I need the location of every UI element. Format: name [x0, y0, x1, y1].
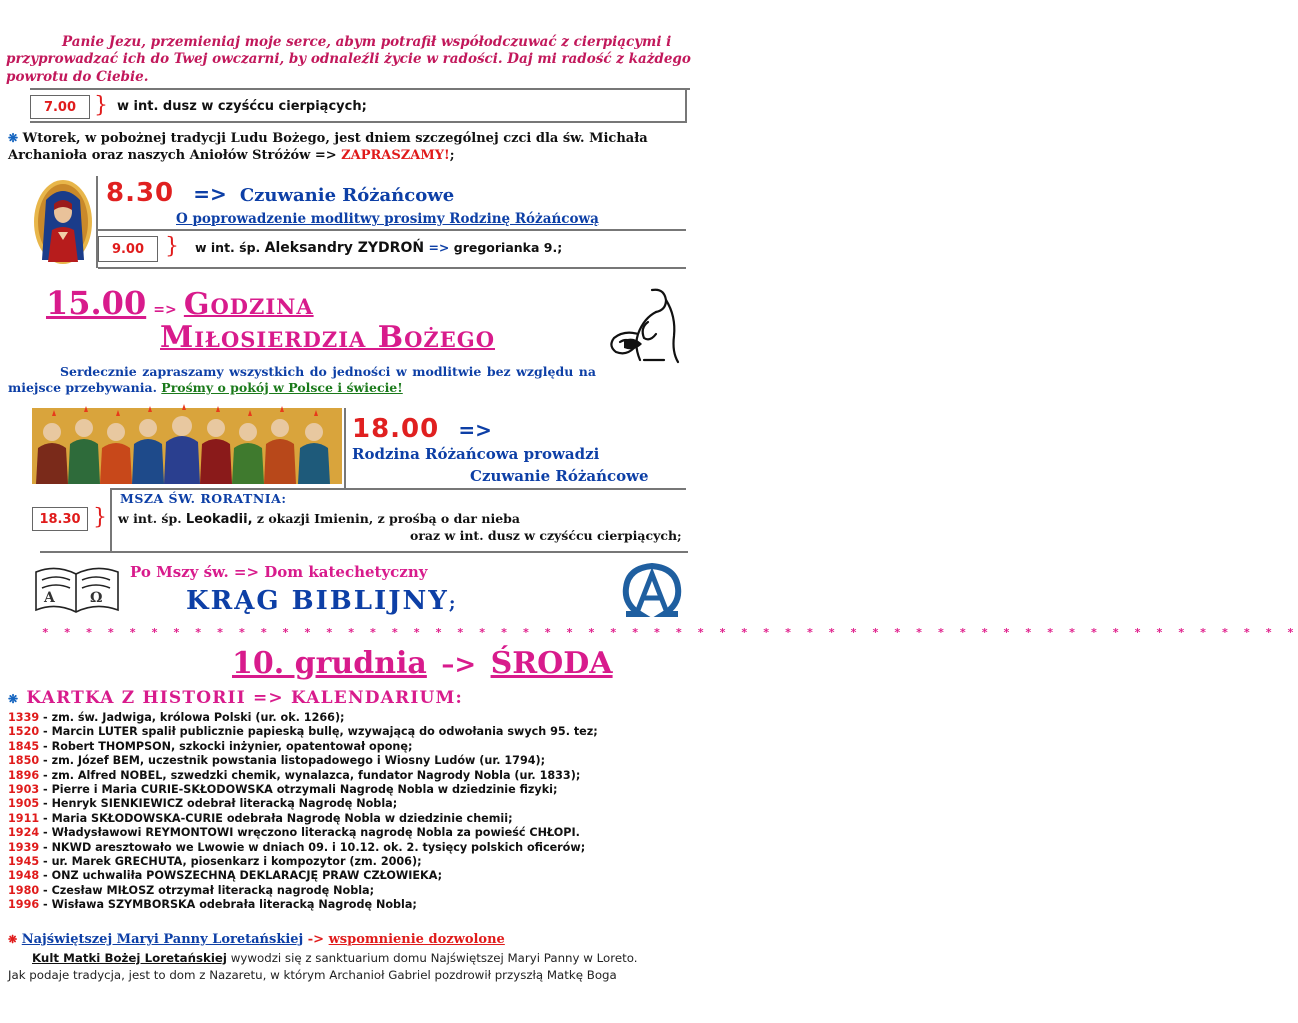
history-list — [8, 711, 708, 913]
intention-suffix: gregorianka 9.; — [453, 240, 563, 255]
divider — [110, 488, 112, 552]
mass-time-1830: 18.30 — [32, 507, 88, 531]
mass-1830-line2: oraz w int. dusz w czyśćcu cierpiących; — [410, 528, 682, 543]
history-year: 1850 — [8, 754, 40, 768]
history-year: 1945 — [8, 855, 40, 869]
history-year: 1520 — [8, 725, 40, 739]
history-item — [8, 740, 708, 754]
rosary-830-time: 8.30 — [106, 178, 175, 208]
mercy-time: 15.00 — [46, 284, 147, 322]
history-text: - Maria SKŁODOWSKA-CURIE odebrała Nagrodę Nobla w dziedzinie chemii; — [39, 811, 513, 825]
bible-circle-name: KRĄG BIBLIJNY — [186, 586, 449, 616]
mercy-title-line2: Miłosierdzia Bożego — [160, 320, 495, 355]
bullet-icon: ❋ — [8, 692, 20, 706]
intention-prefix: w int. śp. — [118, 511, 182, 526]
tuesday-end: ; — [449, 147, 455, 163]
history-year: 1939 — [8, 840, 40, 854]
rosary-1800-heading — [352, 414, 492, 444]
history-item — [8, 812, 708, 826]
svg-text:A: A — [44, 590, 55, 606]
date-header — [232, 646, 613, 681]
history-item — [8, 884, 708, 898]
history-item — [8, 869, 708, 883]
mass-time-900: 9.00 — [98, 236, 158, 262]
mass-time-700: 7.00 — [30, 95, 90, 119]
rosary-1800-arrow: => — [458, 418, 492, 442]
mercy-text — [8, 364, 596, 397]
history-text: - zm. Józef BEM, uczestnik powstania listopadowego i Wiosny Ludów (ur. 1794); — [39, 754, 546, 768]
bullet-icon: ❋ — [8, 933, 18, 946]
open-bible-image — [30, 558, 124, 618]
loreto-arrow: -> — [307, 932, 325, 947]
history-item — [8, 711, 708, 725]
mass-1830-line1 — [118, 511, 520, 527]
mass-1830-header: MSZA ŚW. RORATNIA: — [120, 491, 287, 506]
loreto-title: Najświętszej Maryi Panny Loretańskiej — [21, 932, 304, 947]
history-text: - ONZ uchwaliła POWSZECHNĄ DEKLARACJĘ PRAW CZŁOWIEKA; — [39, 869, 443, 883]
history-text: - Pierre i Maria CURIE-SKŁODOWSKA otrzymali Nagrodę Nobla w dziedzinie fizyki; — [39, 783, 558, 797]
history-text: - Henryk SIENKIEWICZ odebrał literacką Nagrodę Nobla; — [39, 797, 398, 811]
loreto-line2: Jak podaje tradycja, jest to dom z Nazaretu, w którym Archanioł Gabriel pozdrowił przyszłą Matkę Boga — [8, 968, 617, 983]
mercy-heading — [46, 284, 314, 322]
brace-icon: } — [165, 234, 179, 259]
date-header-day: ŚRODA — [490, 646, 613, 681]
history-text: - NKWD aresztowało we Lwowie w dniach 09. i 10.12. ok. 2. tysięcy polskich oficerów; — [39, 840, 586, 854]
history-title: KARTKA Z HISTORII => KALENDARIUM: — [26, 688, 464, 708]
divider — [98, 267, 686, 269]
mercy-invitation: Serdecznie zapraszamy wszystkich do jedności w modlitwie bez względu na miejsce przebywania. — [8, 364, 596, 396]
divine-mercy-image — [604, 286, 684, 364]
intention-rest: z okazji Imienin, z prośbą o dar nieba — [256, 511, 521, 526]
loreto-text — [8, 950, 708, 984]
rosary-830-arrow: => — [193, 182, 227, 206]
bullet-icon: ❋ — [8, 131, 19, 145]
rosary-830-note: O poprowadzenie modlitwy prosimy Rodzinę Różańcową — [176, 211, 599, 227]
history-year: 1905 — [8, 797, 40, 811]
divider — [110, 488, 686, 490]
history-item — [8, 826, 708, 840]
intention-name: Aleksandry ZYDROŃ — [264, 240, 425, 256]
history-text: - zm. Alfred NOBEL, szwedzki chemik, wynalazca, fundator Nagrody Nobla (ur. 1833); — [39, 768, 581, 782]
tuesday-highlight: ZAPRASZAMY! — [341, 147, 450, 163]
loreto-line1: wywodzi się z sanktuarium domu Najświętszej Maryi Panny w Loreto. — [226, 951, 638, 965]
history-year: 1980 — [8, 883, 40, 897]
history-year: 1896 — [8, 768, 40, 782]
history-item — [8, 783, 708, 797]
divider — [98, 229, 686, 231]
history-item — [8, 797, 708, 811]
brace-icon: } — [93, 505, 107, 530]
rosary-830-title: Czuwanie Różańcowe — [239, 185, 455, 206]
history-heading — [8, 688, 463, 708]
mass-intention-700: w int. dusz w czyśćcu cierpiących; — [117, 99, 367, 114]
mercy-arrow: => — [153, 302, 177, 318]
history-item — [8, 725, 708, 739]
date-header-date: 10. grudnia — [232, 646, 427, 681]
divider — [40, 551, 688, 553]
svg-text:Ω: Ω — [90, 590, 103, 606]
history-text: - Marcin LUTER spalił publicznie papieską bullę, wzywającą do odwołania swych 95. tez; — [39, 725, 598, 739]
history-year: 1911 — [8, 811, 40, 825]
history-item — [8, 841, 708, 855]
history-year: 1996 — [8, 898, 40, 912]
mass-intention-900 — [195, 240, 562, 256]
rosary-1800-line1: Rodzina Różańcowa prowadzi — [352, 445, 600, 463]
history-item — [8, 769, 708, 783]
star-separator: * * * * * * * * * * * * * * * * * * * * * * * * * * * * * * * * * * * * * * * * * * * * * * * * * * * * * * * * * * — [42, 626, 1298, 639]
alpha-omega-icon — [618, 560, 686, 620]
history-text: - zm. św. Jadwiga, królowa Polski (ur. ok. 1266); — [39, 711, 345, 724]
history-item — [8, 855, 708, 869]
bible-circle-title — [186, 586, 457, 616]
divider — [30, 88, 690, 90]
intention-name: Leokadii, — [185, 512, 253, 527]
history-item — [8, 754, 708, 768]
loreto-kind: wspomnienie dozwolone — [328, 932, 505, 947]
intention-arrow: => — [428, 240, 450, 255]
history-year: 1948 — [8, 869, 40, 883]
opening-prayer: Panie Jezu, przemieniaj moje serce, abym potrafił współodczuwać z cierpiącymi i przyprowadzać ich do Twej owczarni, by odnaleźli życie w radości. Daj mi radość z każdego powrotu do Ciebie. — [6, 34, 691, 85]
date-header-arrow: –> — [441, 650, 477, 680]
pentecost-image — [32, 408, 342, 484]
rosary-1800-time: 18.00 — [352, 414, 440, 444]
history-year: 1924 — [8, 826, 40, 840]
brace-icon: } — [94, 93, 108, 118]
divider — [344, 408, 346, 488]
loreto-heading — [8, 932, 505, 947]
bible-circle-line1: Po Mszy św. => Dom katechetyczny — [130, 563, 428, 581]
history-text: - Czesław MIŁOSZ otrzymał literacką nagrodę Nobla; — [39, 883, 375, 897]
history-text: - ur. Marek GRECHUTA, piosenkarz i kompozytor (zm. 2006); — [39, 855, 422, 869]
history-year: 1339 — [8, 711, 40, 724]
madonna-image — [34, 180, 92, 264]
tuesday-note — [8, 131, 708, 165]
mercy-title-line1: Godzina — [183, 287, 314, 322]
rosary-830-heading — [106, 178, 454, 208]
history-text: - Władysławowi REYMONTOWI wręczono literacką nagrodę Nobla za powieść CHŁOPI. — [39, 826, 580, 840]
divider — [30, 121, 687, 123]
loreto-subtitle: Kult Matki Bożej Loretańskiej — [32, 951, 227, 965]
divider — [685, 88, 687, 122]
history-text: - Wisława SZYMBORSKA odebrała literacką Nagrodę Nobla; — [39, 898, 417, 912]
mercy-highlight: Prośmy o pokój w Polsce i świecie! — [161, 380, 403, 396]
history-item — [8, 898, 708, 912]
intention-prefix: w int. śp. — [195, 240, 261, 255]
history-year: 1903 — [8, 783, 40, 797]
history-text: - Robert THOMPSON, szkocki inżynier, opatentował oponę; — [39, 739, 413, 753]
tuesday-text: Wtorek, w pobożnej tradycji Ludu Bożego, jest dniem szczególnej czci dla św. Michała Archanioła oraz naszych Aniołów Stróżów => — [8, 131, 648, 163]
rosary-1800-line2: Czuwanie Różańcowe — [470, 467, 649, 485]
bible-circle-end: ; — [448, 593, 458, 614]
history-year: 1845 — [8, 739, 40, 753]
